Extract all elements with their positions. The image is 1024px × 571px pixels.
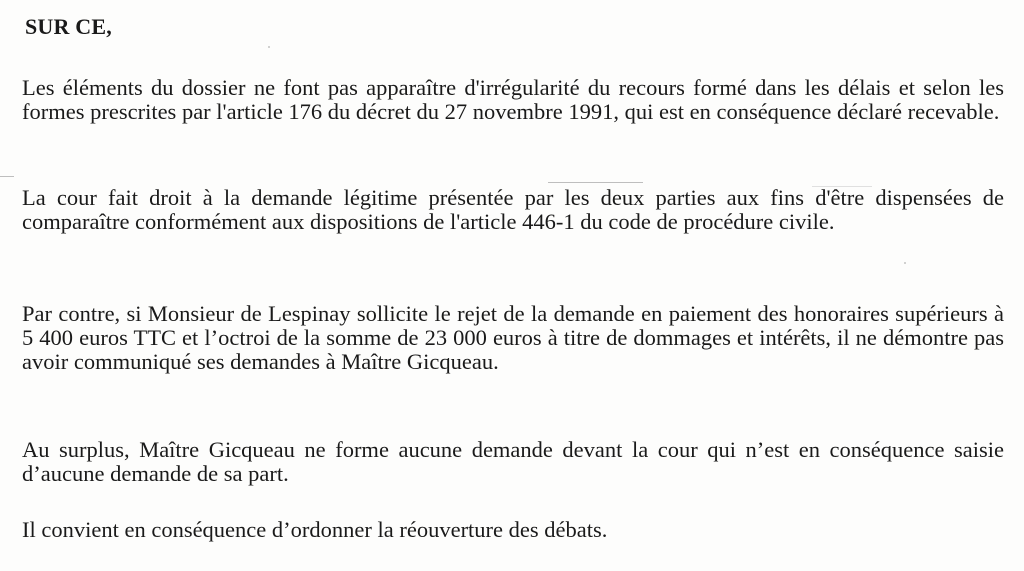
scan-artifact-line [812, 186, 872, 187]
paragraph-surplus-gicqueau: Au surplus, Maître Gicqueau ne forme aucune demande devant la cour qui n’est en conséquence saisie d’aucune demande de sa part. [22, 437, 1004, 486]
scan-artifact-dot [904, 262, 906, 264]
scan-artifact-line [0, 176, 14, 177]
scan-artifact-line [548, 182, 643, 183]
paragraph-reouverture-debats: Il convient en conséquence d’ordonner la réouverture des débats. [22, 517, 608, 542]
section-heading: SUR CE, [25, 14, 112, 39]
scan-artifact-dot [268, 46, 270, 48]
paragraph-demandes-lespinay: Par contre, si Monsieur de Lespinay sollicite le rejet de la demande en paiement des honoraires supérieurs à 5 400 euros TTC et l’octroi de la somme de 23 000 euros à titre de dommages et intérêts, il ne démontre pas avoir communiqué ses demandes à Maître Gicqueau. [22, 301, 1004, 374]
paragraph-dispense-comparution: La cour fait droit à la demande légitime présentée par les deux parties aux fins d'être dispensées de comparaître conformément aux dispositions de l'article 446-1 du code de procédure civile. [22, 185, 1004, 234]
paragraph-recevabilite: Les éléments du dossier ne font pas apparaître d'irrégularité du recours formé dans les délais et selon les formes prescrites par l'article 176 du décret du 27 novembre 1991, qui est en conséquence déclaré recevable. [22, 75, 1004, 124]
